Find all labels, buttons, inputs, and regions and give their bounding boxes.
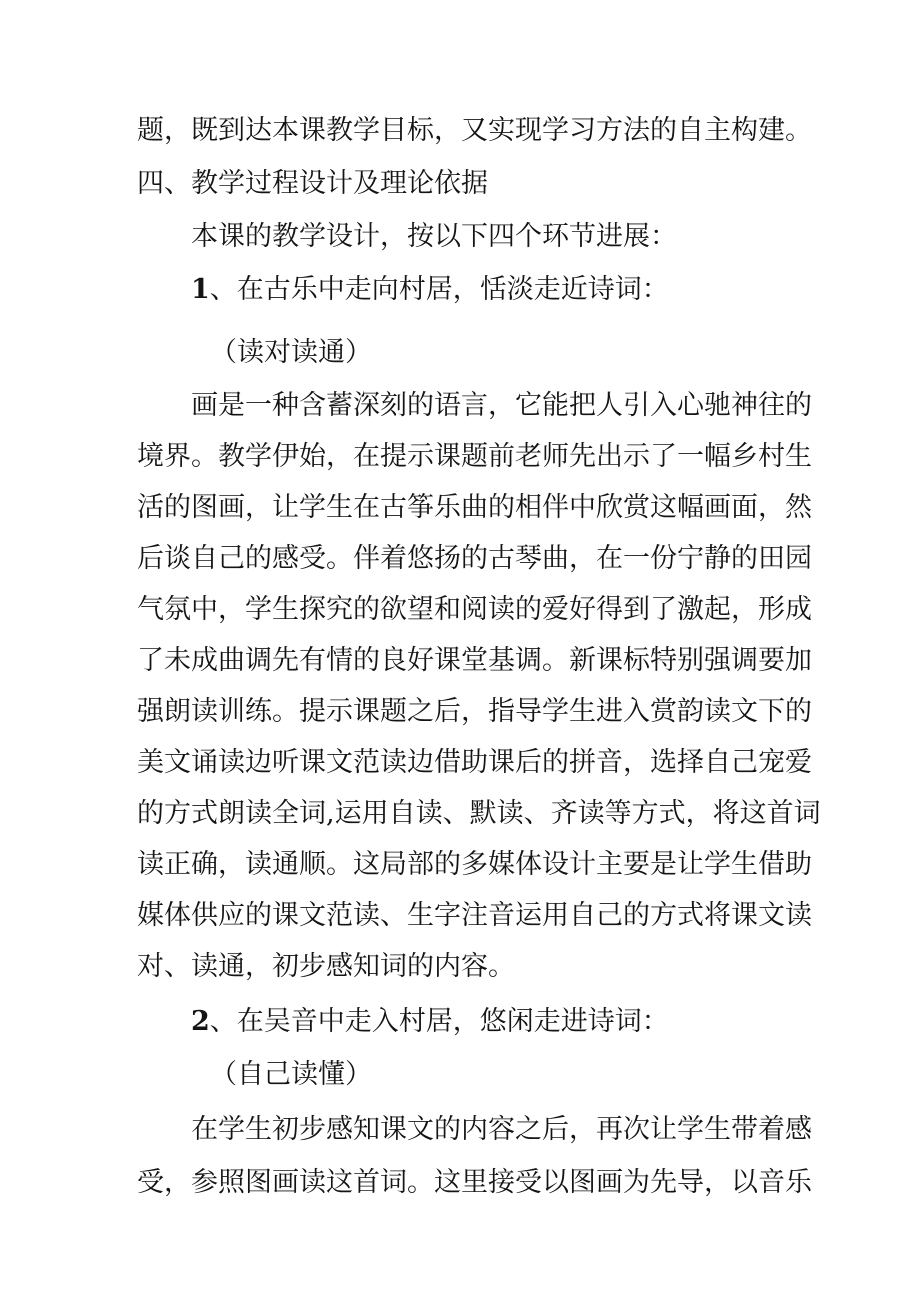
- text-line-12: 强朗读训练。提示课题之后，指导学生进入赏韵读文下的: [137, 696, 812, 727]
- text-line-15: 读正确，读通顺。这局部的多媒体设计主要是让学生借助: [137, 849, 812, 880]
- section-heading-4: 四、教学过程设计及理论依据: [137, 168, 488, 199]
- subheading-1-separator: 、: [209, 274, 237, 305]
- subheading-1-number: 1: [191, 274, 210, 305]
- text-line-8: 活的图画，让学生在古筝乐曲的相伴中欣赏这幅画面，然: [137, 492, 812, 523]
- subheading-2: [191, 1002, 669, 1042]
- text-line-14: 的方式朗读全词,运用自读、默读、齐读等方式，将这首词: [137, 798, 821, 829]
- subheading-1-text: 在古乐中走向村居，恬淡走近诗词：: [236, 274, 669, 305]
- subheading-2-text: 在吴音中走入村居，悠闲走进诗词：: [236, 1006, 669, 1037]
- subheading-2-number: 2: [191, 1006, 210, 1037]
- text-line-6: 画是一种含蓄深刻的语言，它能把人引入心驰神往的: [191, 390, 812, 421]
- subheading-2-note: （自己读懂）: [210, 1059, 372, 1090]
- text-line-17: 对、读通，初步感知词的内容。: [137, 951, 515, 982]
- text-line-16: 媒体供应的课文范读、生字注音运用自己的方式将课文读: [137, 900, 812, 931]
- text-line-10: 气氛中，学生探究的欲望和阅读的爱好得到了激起，形成: [137, 594, 812, 625]
- text-line-11: 了未成曲调先有情的良好课堂基调。新课标特别强调要加: [137, 645, 812, 676]
- text-line-21: 受，参照图画读这首词。这里接受以图画为先导，以音乐: [137, 1167, 812, 1198]
- text-line-7: 境界。教学伊始，在提示课题前老师先出示了一幅乡村生: [137, 441, 812, 472]
- text-line-3: 本课的教学设计，按以下四个环节进展：: [191, 221, 677, 252]
- subheading-1: [191, 270, 669, 310]
- text-line-13: 美文诵读边听课文范读边借助课后的拼音，选择自己宠爱: [137, 747, 812, 778]
- text-line-20: 在学生初步感知课文的内容之后，再次让学生带着感: [191, 1114, 812, 1145]
- text-line-1: 题，既到达本课教学目标，又实现学习方法的自主构建。: [137, 115, 812, 146]
- text-line-9: 后谈自己的感受。伴着悠扬的古琴曲，在一份宁静的田园: [137, 543, 812, 574]
- subheading-2-separator: 、: [209, 1006, 237, 1037]
- subheading-1-note: （读对读通）: [210, 337, 372, 368]
